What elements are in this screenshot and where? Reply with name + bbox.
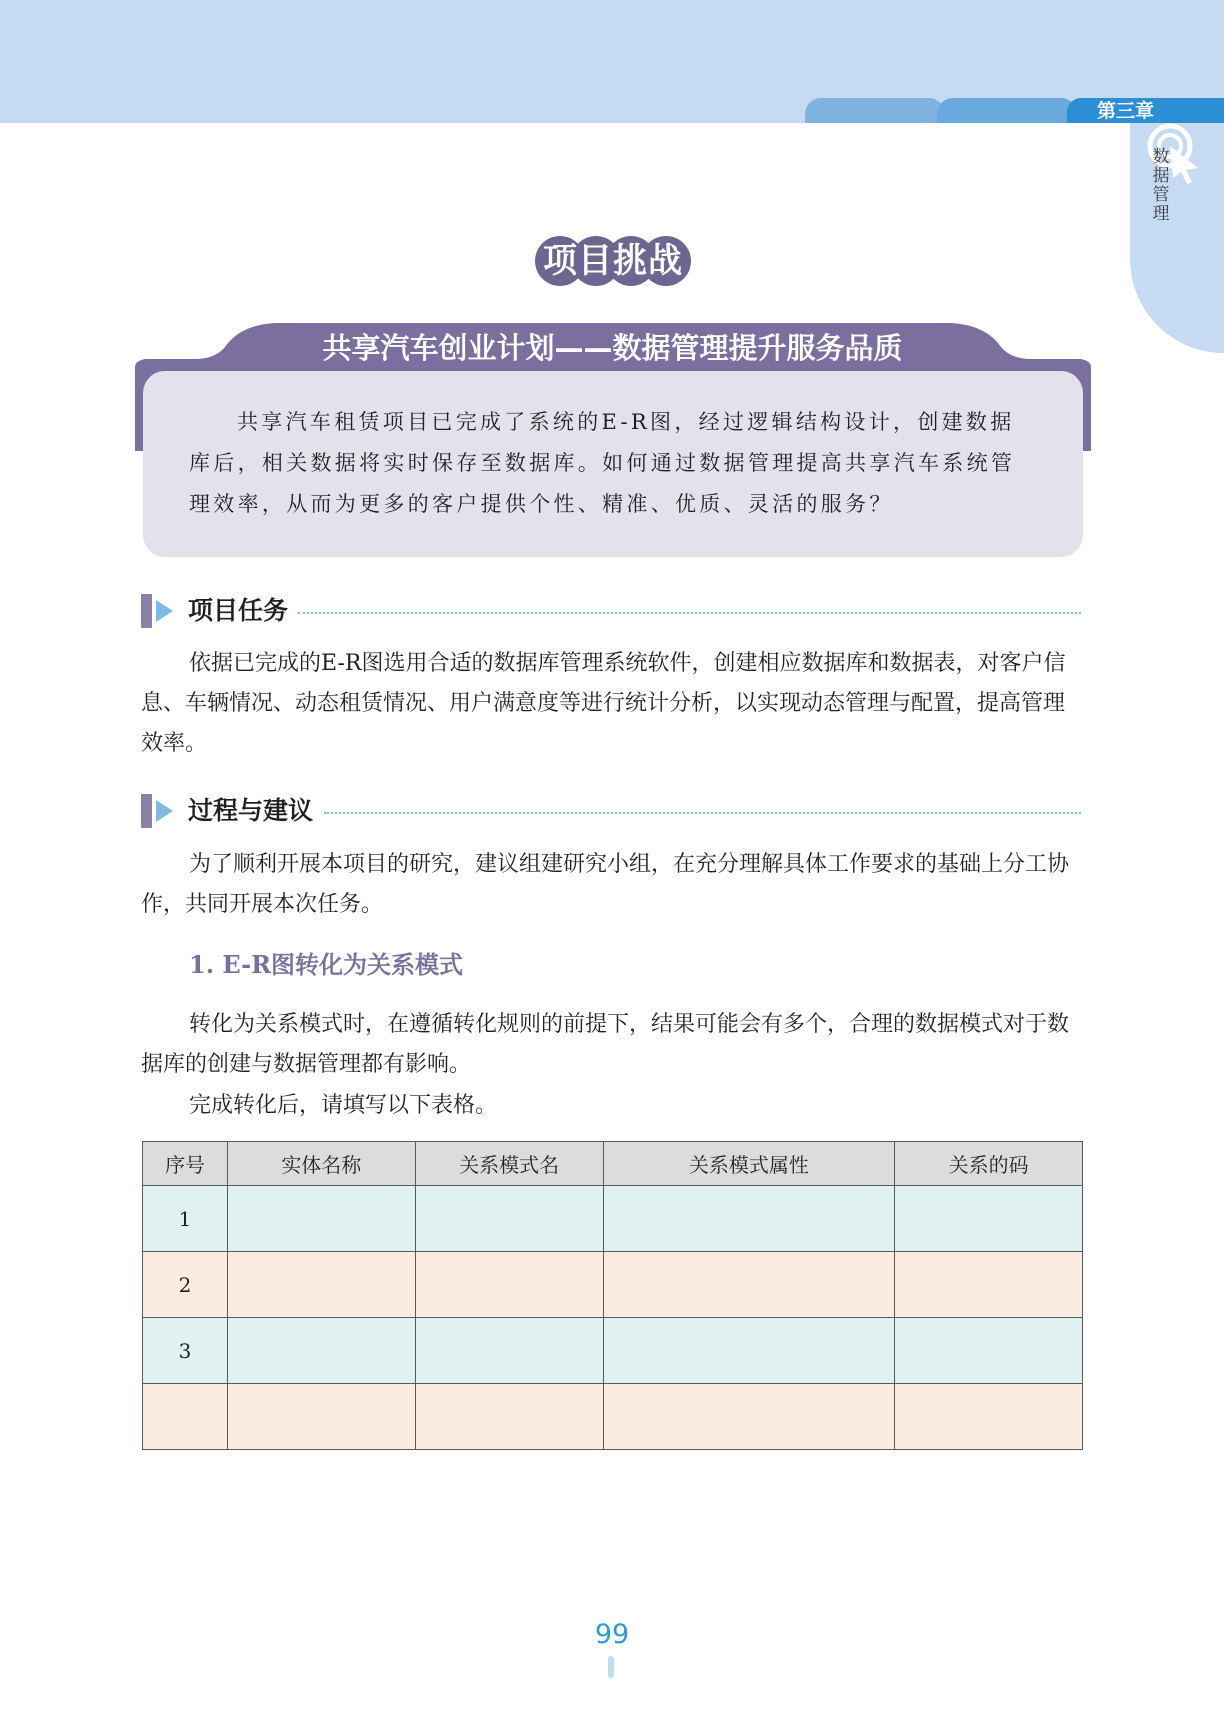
row-index-cell: 2	[143, 1252, 228, 1318]
section1-instruction: 完成转化后，请填写以下表格。	[189, 1093, 498, 1118]
schema-name-cell[interactable]	[415, 1318, 603, 1384]
schema-name-cell[interactable]	[415, 1252, 603, 1318]
page-marker	[608, 1656, 614, 1678]
process-paragraph: 为了顺利开展本项目的研究，建议组建研究小组，在充分理解具体工作要求的基础上分工协作，共同开展本次任务。	[141, 852, 1070, 917]
header-cell: 关系模式属性	[603, 1142, 895, 1186]
table-row	[143, 1252, 1083, 1318]
section-heading-task	[141, 592, 1081, 632]
side-label-char: 理	[1152, 204, 1170, 224]
schema-attributes-cell[interactable]	[603, 1186, 895, 1252]
row-index-cell: 3	[143, 1318, 228, 1384]
chapter-tab-2	[937, 98, 1077, 123]
task-paragraph: 依据已完成的E-R图选用合适的数据库管理系统软件，创建相应数据库和数据表，对客户信息、车辆情况、动态租赁情况、用户满意度等进行统计分析，以实现动态管理与配置，提高管理效率。	[141, 651, 1066, 756]
relation-key-cell[interactable]	[895, 1186, 1083, 1252]
relation-key-cell[interactable]	[895, 1384, 1083, 1450]
heading-arrow-icon	[156, 800, 173, 822]
schema-name-cell[interactable]	[415, 1186, 603, 1252]
relation-key-cell[interactable]	[895, 1252, 1083, 1318]
header-cell: 实体名称	[227, 1142, 415, 1186]
page-number: 99	[594, 1619, 630, 1650]
entity-name-cell[interactable]	[227, 1384, 415, 1450]
side-label-char: 数	[1152, 147, 1170, 167]
table-row	[143, 1186, 1083, 1252]
chapter-tab-1	[805, 98, 945, 123]
dotted-divider	[298, 612, 1081, 614]
schema-name-cell[interactable]	[415, 1384, 603, 1450]
subsection-title: 1. E-R图转化为关系模式	[189, 950, 464, 979]
heading-arrow-icon	[156, 600, 173, 622]
relation-schema-table	[142, 1141, 1083, 1450]
challenge-title: 共享汽车创业计划——数据管理提升服务品质	[322, 331, 903, 365]
section-heading-process	[141, 792, 1081, 832]
entity-name-cell[interactable]	[227, 1318, 415, 1384]
header-cell: 序号	[143, 1142, 228, 1186]
relation-key-cell[interactable]	[895, 1318, 1083, 1384]
row-index-cell: 1	[143, 1186, 228, 1252]
section1-paragraph: 转化为关系模式时，在遵循转化规则的前提下，结果可能会有多个，合理的数据模式对于数据库的创建与数据管理都有影响。	[141, 1012, 1070, 1077]
section-title: 过程与建议	[188, 796, 314, 825]
section-title: 项目任务	[188, 596, 289, 625]
heading-bar	[141, 794, 152, 828]
header-cell: 关系的码	[895, 1142, 1083, 1186]
side-label-char: 据	[1152, 166, 1170, 186]
side-label-char: 管	[1152, 185, 1170, 205]
table-row	[143, 1318, 1083, 1384]
chapter-tabs	[0, 98, 1224, 123]
row-index-cell	[143, 1384, 228, 1450]
dotted-divider	[324, 812, 1081, 814]
schema-attributes-cell[interactable]	[603, 1318, 895, 1384]
schema-attributes-cell[interactable]	[603, 1384, 895, 1450]
header-cell: 关系模式名	[415, 1142, 603, 1186]
challenge-badge: 项目挑战	[543, 241, 683, 281]
side-label	[1150, 148, 1172, 224]
intro-text: 共享汽车租赁项目已完成了系统的E-R图，经过逻辑结构设计，创建数据库后，相关数据将实时保存至数据库。如何通过数据管理提高共享汽车系统管理效率，从而为更多的客户提供个性、精准、优质、灵活的服务？	[189, 410, 1016, 516]
chapter-label: 第三章	[1097, 100, 1155, 122]
entity-name-cell[interactable]	[227, 1252, 415, 1318]
table-header-row	[143, 1142, 1083, 1186]
schema-attributes-cell[interactable]	[603, 1252, 895, 1318]
entity-name-cell[interactable]	[227, 1186, 415, 1252]
heading-bar	[141, 594, 152, 628]
table-row	[143, 1384, 1083, 1450]
